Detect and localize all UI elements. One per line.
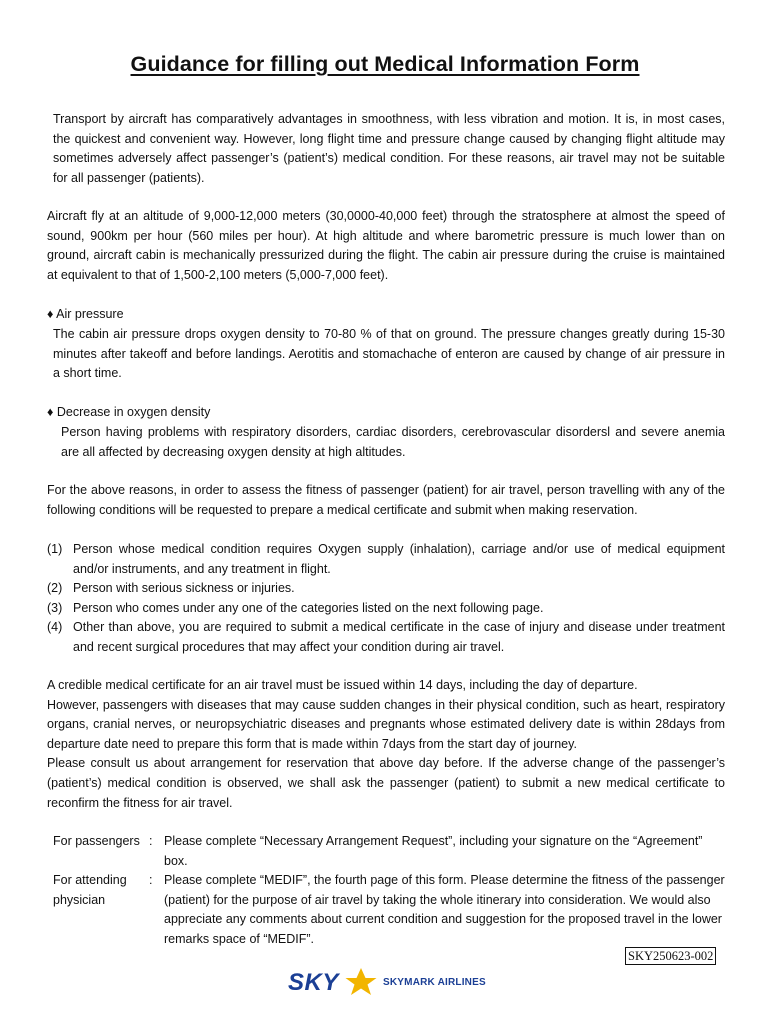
page-title: Guidance for filling out Medical Information Form [130, 52, 640, 76]
list-item-number: (1) [47, 542, 63, 556]
logo-airline-text: SKYMARK AIRLINES [383, 977, 486, 988]
passengers-instruction-text: Please complete “Necessary Arrangement Request”, including your signature on the “Agreement” box. [164, 834, 703, 868]
list-item [47, 579, 725, 599]
intro-paragraph: Transport by aircraft has comparatively advantages in smoothness, with less vibration and motion. It is, in most cases, the quickest and convenient way. However, long flight time and pressure change caused by changing flight altitude may sometimes adversely affect passenger’s (patient’s) medical condition. For these reasons, air travel may not be suitable for all passenger (patients). [53, 112, 725, 185]
oxygen-density-paragraph: Person having problems with respiratory disorders, cardiac disorders, cerebrovascular disordersl and severe anemia are all affected by decreasing oxygen density at high altitudes. [61, 425, 725, 459]
document-code: SKY250623-002 [625, 947, 716, 965]
colon-separator: : [149, 873, 153, 887]
list-item [47, 540, 725, 579]
physician-label: For attending physician [53, 873, 127, 907]
list-item-text: Person who comes under any one of the categories listed on the next following page. [73, 600, 544, 615]
air-pressure-paragraph: The cabin air pressure drops oxygen density to 70-80 % of that on ground. The pressure changes greatly during 15-30 minutes after takeoff and before landings. Aerotitis and stomachache of enteron are caused by change of air pressure in a short time. [53, 327, 725, 381]
list-item-text: Person whose medical condition requires Oxygen supply (inhalation), carriage and/or use of medical equipment and/or instruments, and any treatment in flight. [73, 542, 725, 576]
air-pressure-heading: ♦ Air pressure [47, 307, 124, 321]
list-item-text: Person with serious sickness or injuries. [73, 581, 295, 596]
physician-instruction-text: Please complete “MEDIF”, the fourth page of this form. Please determine the fitness of the passenger (patient) for the purpose of air travel by taking the whole itinerary into consideration. We would also appreciate any comments about current condition and suggestion for the proposed travel in the lower remarks space of “MEDIF”. [164, 873, 725, 946]
list-item-number: (3) [47, 600, 63, 615]
certificate-disease-text: However, passengers with diseases that may cause sudden changes in their physical condition, such as heart, respiratory organs, cranial nerves, or neuropsychiatric diseases and pregnants whose estimated delivery date is within 28days from departure date need to prepare this form that is made within 7days from the start day of journey. [47, 697, 725, 751]
certificate-validity-text: A credible medical certificate for an air travel must be issued within 14 days, including the day of departure. [47, 678, 638, 692]
certificate-consult-text: Please consult us about arrangement for reservation that above day before. If the adverse change of the passenger’s (patient’s) medical condition is observed, we shall ask the passenger (patient) to submit a new medical certificate to reconfirm the fitness for air travel. [47, 756, 725, 810]
certificate-section [47, 676, 725, 813]
list-item [47, 599, 725, 619]
logo-sky-text: SKY [288, 969, 339, 996]
conditions-list [47, 540, 725, 658]
list-item-number: (4) [47, 620, 63, 635]
altitude-paragraph: Aircraft fly at an altitude of 9,000-12,000 meters (30,0000-40,000 feet) through the stratosphere at almost the speed of sound, 900km per hour (560 miles per hour). At high altitude and where barometric pressure is much lower than on ground, aircraft cabin is mechanically pressurized during the flight. The cabin air pressure during the cruise is maintained at equivalent to that of 1,500-2,100 meters (5,000-7,000 feet). [47, 209, 725, 282]
passengers-label: For passengers [53, 834, 140, 848]
star-icon [341, 967, 379, 997]
list-item-text: Other than above, you are required to submit a medical certificate in the case of injury and disease under treatment and recent surgical procedures that may affect your condition during air travel. [73, 620, 725, 654]
colon-separator: : [149, 834, 153, 848]
reasons-paragraph: For the above reasons, in order to assess the fitness of passenger (patient) for air travel, person travelling with any of the following conditions will be requested to prepare a medical certificate and submit when making reservation. [47, 483, 725, 517]
oxygen-density-heading: ♦ Decrease in oxygen density [47, 405, 211, 419]
list-item [47, 618, 725, 657]
list-item-number: (2) [47, 581, 63, 596]
